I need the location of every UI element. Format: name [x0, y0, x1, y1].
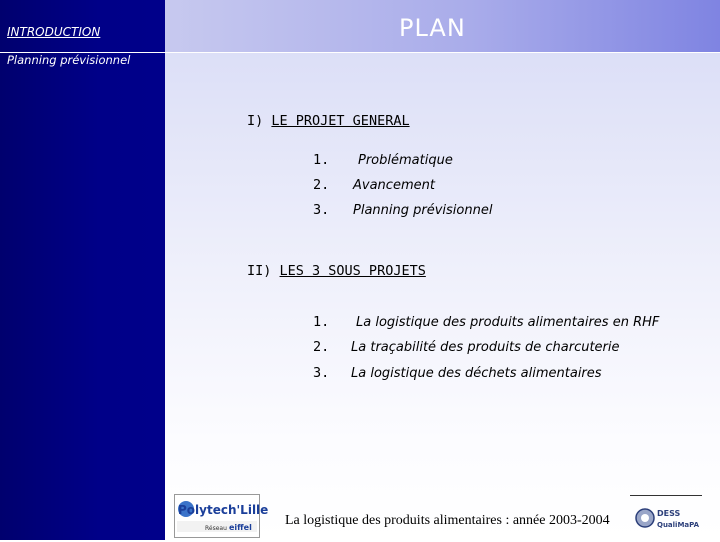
section-prefix: I): [247, 113, 264, 129]
item-text: La logistique des déchets alimentaires: [351, 366, 602, 381]
svg-text:eiffel: eiffel: [229, 523, 252, 532]
sidebar: [0, 0, 165, 540]
section-prefix: II): [247, 263, 272, 279]
item-number: 2.: [313, 339, 330, 355]
item-text: La logistique des produits alimentaires en RHF: [356, 315, 660, 330]
svg-text:DESS: DESS: [657, 509, 681, 518]
dess-qualimapa-logo-graphic: [635, 500, 705, 536]
page-title: PLAN: [399, 14, 466, 42]
footer-divider: [630, 495, 702, 496]
section-title: LE PROJET GENERAL: [271, 113, 410, 129]
section-heading-1: [247, 113, 410, 129]
section-title: LES 3 SOUS PROJETS: [279, 263, 426, 279]
footer-caption: La logistique des produits alimentaires : année 2003-2004: [285, 513, 610, 528]
polytech-lille-logo-graphic: [175, 495, 269, 537]
sidebar-subtitle: Planning prévisionnel: [7, 53, 131, 67]
section-heading-2: [247, 263, 426, 279]
item-text: La traçabilité des produits de charcuterie: [351, 340, 620, 355]
item-number: 1.: [313, 314, 330, 330]
polytech-lille-logo: [174, 494, 269, 538]
svg-text:QualiMaPA: QualiMaPA: [657, 521, 700, 529]
sidebar-intro-link[interactable]: INTRODUCTION: [7, 25, 101, 39]
item-number: 1.: [313, 152, 330, 168]
dess-qualimapa-logo: [635, 500, 705, 536]
item-number: 3.: [313, 365, 330, 381]
item-number: 2.: [313, 177, 330, 193]
svg-text:Polytech'Lille: Polytech'Lille: [178, 503, 269, 517]
item-text: Planning prévisionnel: [353, 203, 493, 218]
item-text: Avancement: [353, 178, 435, 193]
item-number: 3.: [313, 202, 330, 218]
item-text: Problématique: [358, 153, 453, 168]
svg-text:Réseau: Réseau: [205, 525, 227, 532]
